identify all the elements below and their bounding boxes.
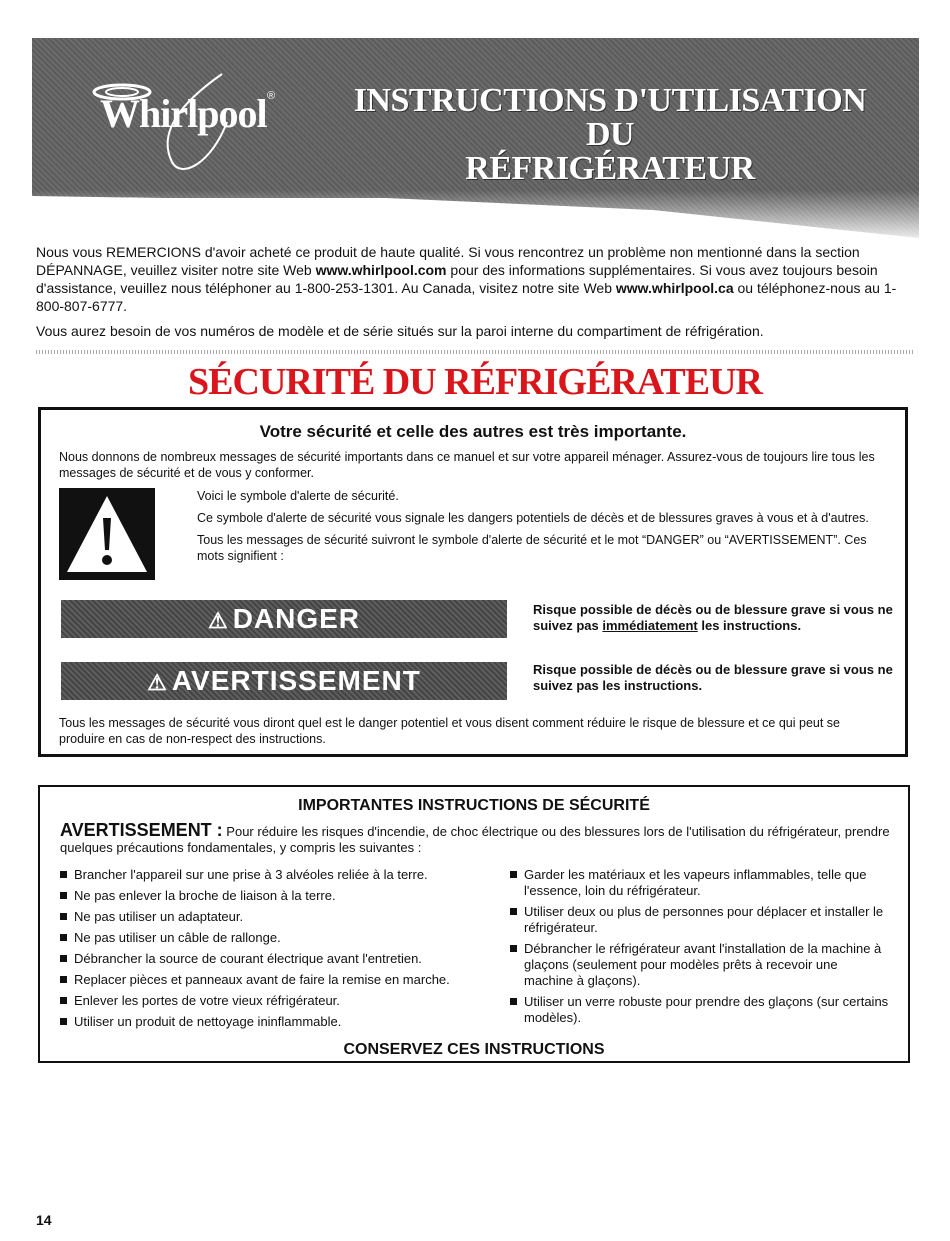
warning-description: Risque possible de décès ou de blessure grave si vous ne suivez pas les instructions. xyxy=(533,662,893,693)
list-item: Débrancher la source de courant électrique avant l'entretien. xyxy=(60,951,505,967)
bullet-icon xyxy=(510,908,517,915)
list-item: Utiliser un verre robuste pour prendre des glaçons (sur certains modèles). xyxy=(510,994,890,1026)
list-item: Utiliser deux ou plus de personnes pour déplacer et installer le réfrigérateur. xyxy=(510,904,890,936)
page-number: 14 xyxy=(36,1212,52,1228)
list-item: Replacer pièces et panneaux avant de faire la remise en marche. xyxy=(60,972,505,988)
danger-description: Risque possible de décès ou de blessure grave si vous ne suivez pas immédiatement les instructions. xyxy=(533,602,893,633)
page-title xyxy=(340,84,880,186)
alert-triangle-icon: ⚠ xyxy=(207,608,229,633)
instructions-intro: AVERTISSEMENT : Pour réduire les risques d'incendie, de choc électrique ou des blessures lors de l'utilisation du réfrigérateur, prendre quelques précautions fondamentales, y compris les suivantes : xyxy=(60,820,890,855)
instructions-left-column xyxy=(60,867,505,1035)
list-item: Garder les matériaux et les vapeurs inflammables, telle que l'essence, loin du réfrigérateur. xyxy=(510,867,890,899)
list-item: Brancher l'appareil sur une prise à 3 alvéoles reliée à la terre. xyxy=(60,867,505,883)
list-item: Utiliser un produit de nettoyage ininflammable. xyxy=(60,1014,505,1030)
bullet-icon xyxy=(510,871,517,878)
warning-signal-word: ⚠ AVERTISSEMENT xyxy=(61,662,507,700)
safety-heading: Votre sécurité et celle des autres est très importante. xyxy=(259,422,687,441)
instructions-box xyxy=(38,785,910,1063)
intro-paragraph-1: Nous vous REMERCIONS d'avoir acheté ce produit de haute qualité. Si vous rencontrez un problème non mentionné dans la section DÉPANNAGE, veuillez visiter notre site Web www.whirlpool.com pour des informations supplémentaires. Si vous avez toujours besoin d'assistance, veuillez nous téléphoner au 1-800-253-1301. Au Canada, visitez notre site Web www.whirlpool.ca ou téléphonez-nous au 1-800-807-6777. xyxy=(36,244,897,314)
bullet-icon xyxy=(60,871,67,878)
intro-text xyxy=(36,243,906,347)
list-item: Ne pas utiliser un câble de rallonge. xyxy=(60,930,505,946)
instructions-right-column xyxy=(510,867,890,1031)
list-item: Enlever les portes de votre vieux réfrigérateur. xyxy=(60,993,505,1009)
warning-triangle-icon xyxy=(59,488,155,580)
safety-box xyxy=(38,407,908,757)
alert-triangle-icon: ⚠ xyxy=(147,670,168,695)
instructions-heading: IMPORTANTES INSTRUCTIONS DE SÉCURITÉ xyxy=(298,797,650,814)
dotted-divider xyxy=(36,350,914,354)
whirlpool-ca-link[interactable]: www.whirlpool.ca xyxy=(615,280,734,296)
whirlpool-com-link[interactable]: www.whirlpool.com xyxy=(315,262,447,278)
section-title: SÉCURITÉ DU RÉFRIGÉRATEUR xyxy=(188,361,762,403)
warning-word: AVERTISSEMENT : xyxy=(60,820,223,840)
danger-signal-word: ⚠ DANGER xyxy=(61,600,507,638)
list-item: Ne pas utiliser un adaptateur. xyxy=(60,909,505,925)
page-title-line2: RÉFRIGÉRATEUR xyxy=(465,150,755,187)
intro-paragraph-2: Vous aurez besoin de vos numéros de modèle et de série situés sur la paroi interne du compartiment de réfrigération. xyxy=(36,323,764,339)
instructions-footer: CONSERVEZ CES INSTRUCTIONS xyxy=(343,1041,605,1058)
bullet-icon xyxy=(60,997,67,1004)
list-item: Ne pas enlever la broche de liaison à la terre. xyxy=(60,888,505,904)
bullet-icon xyxy=(60,1018,67,1025)
bullet-icon xyxy=(60,913,67,920)
safety-alert-symbol xyxy=(59,488,155,580)
bullet-icon xyxy=(510,998,517,1005)
logo-text: Whirlpool xyxy=(100,91,267,136)
safety-intro: Nous donnons de nombreux messages de sécurité importants dans ce manuel et sur votre appareil ménager. Assurez-vous de toujours lire tous les messages de sécurité et de vous y conformer. xyxy=(59,450,875,480)
bullet-icon xyxy=(60,955,67,962)
page-title-line1: INSTRUCTIONS D'UTILISATION DU xyxy=(353,82,867,153)
bullet-icon xyxy=(60,934,67,941)
registered-mark: ® xyxy=(267,90,276,102)
safety-footer: Tous les messages de sécurité vous diront quel est le danger potentiel et vous disent comment réduire le risque de blessure et ce qui peut se produire en cas de non-respect des instructions. xyxy=(59,716,840,746)
whirlpool-logo xyxy=(62,62,292,182)
bullet-icon xyxy=(60,976,67,983)
bullet-icon xyxy=(510,945,517,952)
list-item: Débrancher le réfrigérateur avant l'installation de la machine à glaçons (seulement pour modèles prêts à recevoir une machine à glaçons). xyxy=(510,941,890,989)
safety-alert-text: Voici le symbole d'alerte de sécurité. Ce symbole d'alerte de sécurité vous signale les dangers potentiels de décès et de blessures graves à vous et à d'autres. Tous les messages de sécurité suivront le symbole d'alerte de sécurité et le mot “DANGER” ou “AVERTISSEMENT”. Ces mots signifient : xyxy=(197,489,869,563)
bullet-icon xyxy=(60,892,67,899)
